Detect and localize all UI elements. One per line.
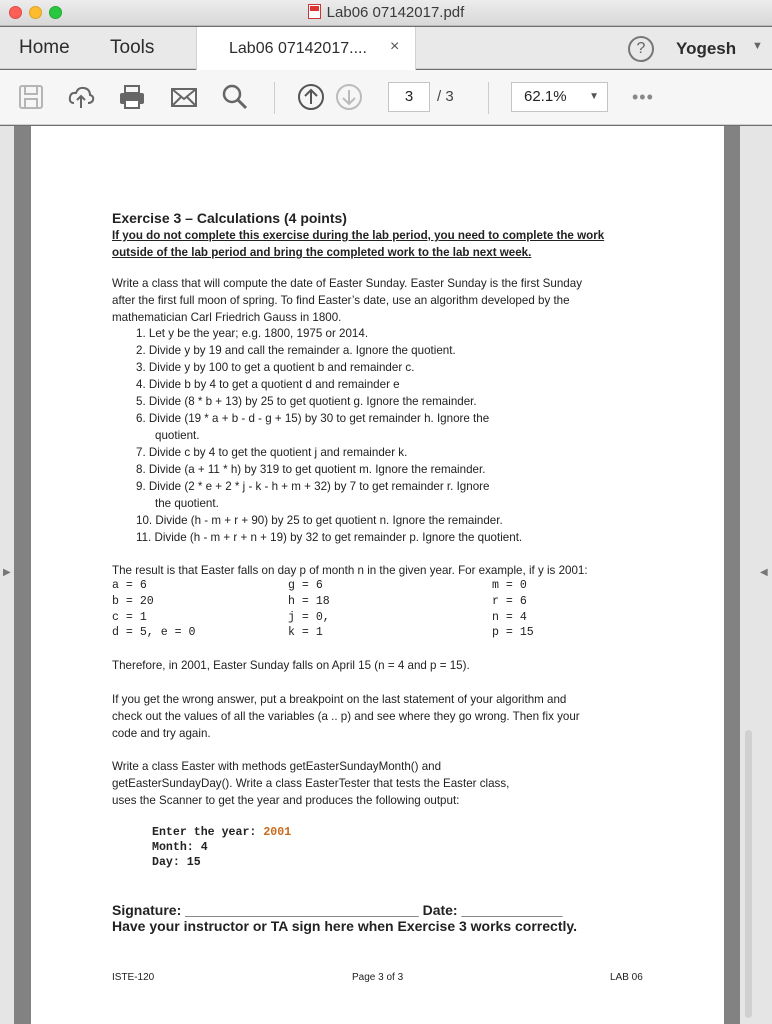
footer-left: ISTE-120 [112, 972, 155, 983]
tab-tools[interactable]: Tools [110, 37, 155, 58]
debug-text: check out the values of all the variables (a .. p) and see where they go wrong. Then fix your [112, 710, 580, 723]
footer-page-number: Page 3 of 3 [352, 972, 404, 983]
example-value: g = 6 [288, 579, 323, 592]
example-value: d = 5, e = 0 [112, 626, 196, 639]
algorithm-step: 4. Divide b by 4 to get a quotient d and remainder e [136, 378, 400, 391]
deadline-note: outside of the lab period and bring the completed work to the lab next week. [112, 246, 532, 259]
window-title [0, 4, 772, 21]
print-icon[interactable] [118, 83, 146, 111]
page-number-input[interactable]: 3 [388, 82, 430, 112]
example-value: p = 15 [492, 626, 534, 639]
algorithm-step: 7. Divide c by 4 to get the quotient j and remainder k. [136, 446, 408, 459]
sample-output-prompt-text: Enter the year: [152, 826, 264, 839]
pdf-file-icon [308, 4, 321, 19]
class-instructions: uses the Scanner to get the year and produces the following output: [112, 794, 460, 807]
example-value: h = 18 [288, 595, 330, 608]
debug-text: If you get the wrong answer, put a breakpoint on the last statement of your algorithm and [112, 693, 567, 706]
zoom-select[interactable] [511, 82, 608, 112]
sample-output-year: 2001 [263, 826, 292, 839]
cloud-upload-icon[interactable] [67, 83, 95, 111]
close-icon[interactable]: × [390, 38, 400, 55]
signature-note: Have your instructor or TA sign here when Exercise 3 works correctly. [112, 918, 578, 934]
deadline-note: If you do not complete this exercise during the lab period, you need to complete the work [112, 229, 605, 242]
algorithm-step: 3. Divide y by 100 to get a quotient b and remainder c. [136, 361, 415, 374]
chevron-down-icon[interactable]: ▼ [752, 40, 763, 52]
class-instructions: Write a class Easter with methods getEasterSundayMonth() and [112, 760, 442, 773]
pdf-page [31, 126, 724, 1024]
algorithm-step: 5. Divide (8 * b + 13) by 25 to get quotient g. Ignore the remainder. [136, 395, 477, 408]
example-value: c = 1 [112, 611, 147, 624]
algorithm-step: 9. Divide (2 * e + 2 * j - k - h + m + 32) by 7 to get remainder r. Ignore [136, 480, 490, 493]
user-menu[interactable]: Yogesh [676, 39, 737, 58]
algorithm-step: quotient. [155, 429, 200, 442]
example-value: b = 20 [112, 595, 154, 608]
title-bar [0, 0, 772, 26]
tab-home[interactable]: Home [19, 37, 70, 58]
toolbar-divider [488, 82, 489, 114]
search-icon[interactable] [221, 83, 249, 111]
signature-line: Signature: ______________________________ Date: _____________ [112, 902, 563, 918]
example-value: n = 4 [492, 611, 527, 624]
algorithm-step: 11. Divide (h - m + r + n + 19) by 32 to get remainder p. Ignore the quotient. [136, 531, 523, 544]
document-tab[interactable] [196, 27, 416, 70]
toolbar-divider [274, 82, 275, 114]
next-page-icon[interactable] [335, 83, 363, 111]
sample-output-month: Month: 4 [152, 841, 208, 854]
example-value: k = 1 [288, 626, 323, 639]
sample-output-prompt [152, 826, 291, 839]
example-value: r = 6 [492, 595, 527, 608]
intro-text: after the first full moon of spring. To find Easter’s date, use an algorithm developed by the [112, 294, 570, 307]
window-title-text: Lab06 07142017.pdf [326, 4, 465, 21]
expand-left-panel-icon[interactable]: ▶ [3, 567, 11, 578]
chevron-down-icon: ▼ [589, 91, 599, 102]
algorithm-step: 10. Divide (h - m + r + 90) by 25 to get quotient n. Ignore the remainder. [136, 514, 503, 527]
therefore-text: Therefore, in 2001, Easter Sunday falls on April 15 (n = 4 and p = 15). [112, 659, 470, 672]
debug-text: code and try again. [112, 727, 211, 740]
intro-text: Write a class that will compute the date of Easter Sunday. Easter Sunday is the first Sunday [112, 277, 582, 290]
expand-right-panel-icon[interactable]: ◀ [760, 567, 768, 578]
document-tab-label: Lab06 07142017.... [229, 40, 367, 57]
save-icon[interactable] [17, 83, 45, 111]
tab-bar [0, 27, 772, 69]
algorithm-step: 1. Let y be the year; e.g. 1800, 1975 or 2014. [136, 327, 369, 340]
algorithm-step: 8. Divide (a + 11 * h) by 319 to get quotient m. Ignore the remainder. [136, 463, 486, 476]
exercise-heading: Exercise 3 – Calculations (4 points) [112, 210, 347, 226]
result-intro: The result is that Easter falls on day p of month n in the given year. For example, if y is 2001: [112, 564, 588, 577]
previous-page-icon[interactable] [297, 83, 325, 111]
toolbar [0, 70, 772, 125]
vertical-scrollbar[interactable] [745, 730, 752, 1018]
class-instructions: getEasterSundayDay(). Write a class EasterTester that tests the Easter class, [112, 777, 510, 790]
page-total: / 3 [437, 88, 454, 105]
intro-text: mathematician Carl Friedrich Gauss in 1800. [112, 311, 342, 324]
mail-icon[interactable] [170, 83, 198, 111]
algorithm-step: the quotient. [155, 497, 219, 510]
more-options-icon[interactable]: ••• [632, 87, 654, 107]
algorithm-step: 2. Divide y by 19 and call the remainder a. Ignore the quotient. [136, 344, 456, 357]
algorithm-step: 6. Divide (19 * a + b - d - g + 15) by 30 to get remainder h. Ignore the [136, 412, 490, 425]
example-value: m = 0 [492, 579, 527, 592]
footer-right: LAB 06 [610, 972, 643, 983]
example-value: j = 0, [288, 611, 330, 624]
example-value: a = 6 [112, 579, 147, 592]
help-icon[interactable]: ? [628, 36, 654, 62]
sample-output-day: Day: 15 [152, 856, 201, 869]
zoom-value: 62.1% [524, 88, 567, 105]
